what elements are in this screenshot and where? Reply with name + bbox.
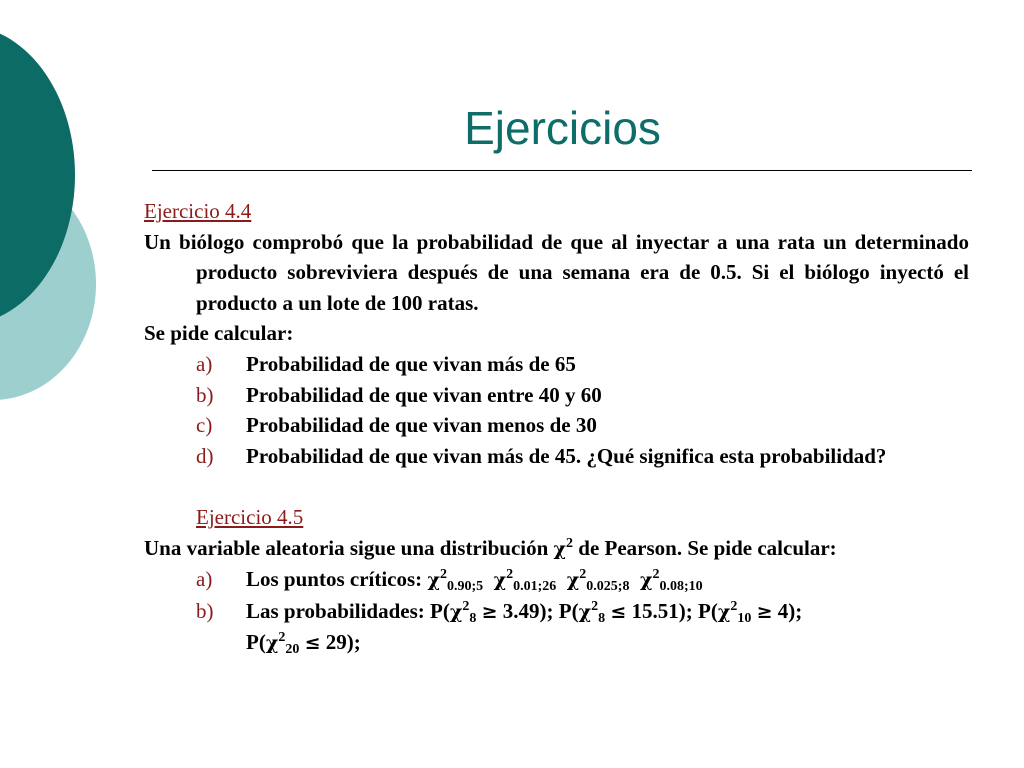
list-item	[144, 410, 969, 441]
slide-title: Ejercicios	[464, 102, 661, 154]
item-label: a)	[196, 351, 213, 376]
exercise-4-4-statement: Un biólogo comprobó que la probabilidad de que al inyectar a una rata un determinado producto sobreviviera después de una semana era de 0.5. Si el biólogo inyectó el producto a un lote de 100 ratas.	[144, 229, 969, 315]
title-divider	[152, 170, 972, 171]
item-text: Probabilidad de que vivan más de 45. ¿Qué significa esta probabilidad?	[246, 443, 887, 468]
exercise-4-5-title: Ejercicio 4.5	[196, 504, 304, 529]
list-item	[144, 596, 969, 659]
item-label: a)	[196, 567, 213, 592]
list-item	[144, 564, 969, 596]
exercise-4-4-title: Ejercicio 4.4	[144, 199, 252, 223]
probabilities-text: Las probabilidades: $P(\chi^2_8 \ge 3.49)$; $P(\chi^2_8 \le 15.51)$; $P(\chi^2_{10} \ge 4)$; $P(\chi^2_{20} \le 29)$;	[246, 598, 803, 658]
exercise-4-5-statement: Una variable aleatoria sigue una distribución $\chi^2$ de Pearson. Se pide calcular:	[144, 535, 837, 560]
item-text: Probabilidad de que vivan más de 65	[246, 351, 576, 376]
item-text: Probabilidad de que vivan menos de 30	[246, 413, 597, 438]
item-label: c)	[196, 413, 213, 438]
item-label: b)	[196, 598, 214, 623]
spacer	[144, 471, 969, 502]
critical-points-text: Los puntos críticos: $\chi^2_{0.90;5}$ $\chi^2_{0.01;26}$ $\chi^2_{0.025;8}$ $\chi^2_{0.08;10}$	[246, 567, 703, 595]
list-item	[144, 441, 969, 472]
item-text: Probabilidad de que vivan entre 40 y 60	[246, 382, 602, 407]
item-label: b)	[196, 382, 214, 407]
slide-content	[144, 196, 969, 659]
list-item	[144, 380, 969, 411]
exercise-4-4-prompt: Se pide calcular:	[144, 321, 294, 346]
list-item	[144, 349, 969, 380]
item-label: d)	[196, 443, 214, 468]
